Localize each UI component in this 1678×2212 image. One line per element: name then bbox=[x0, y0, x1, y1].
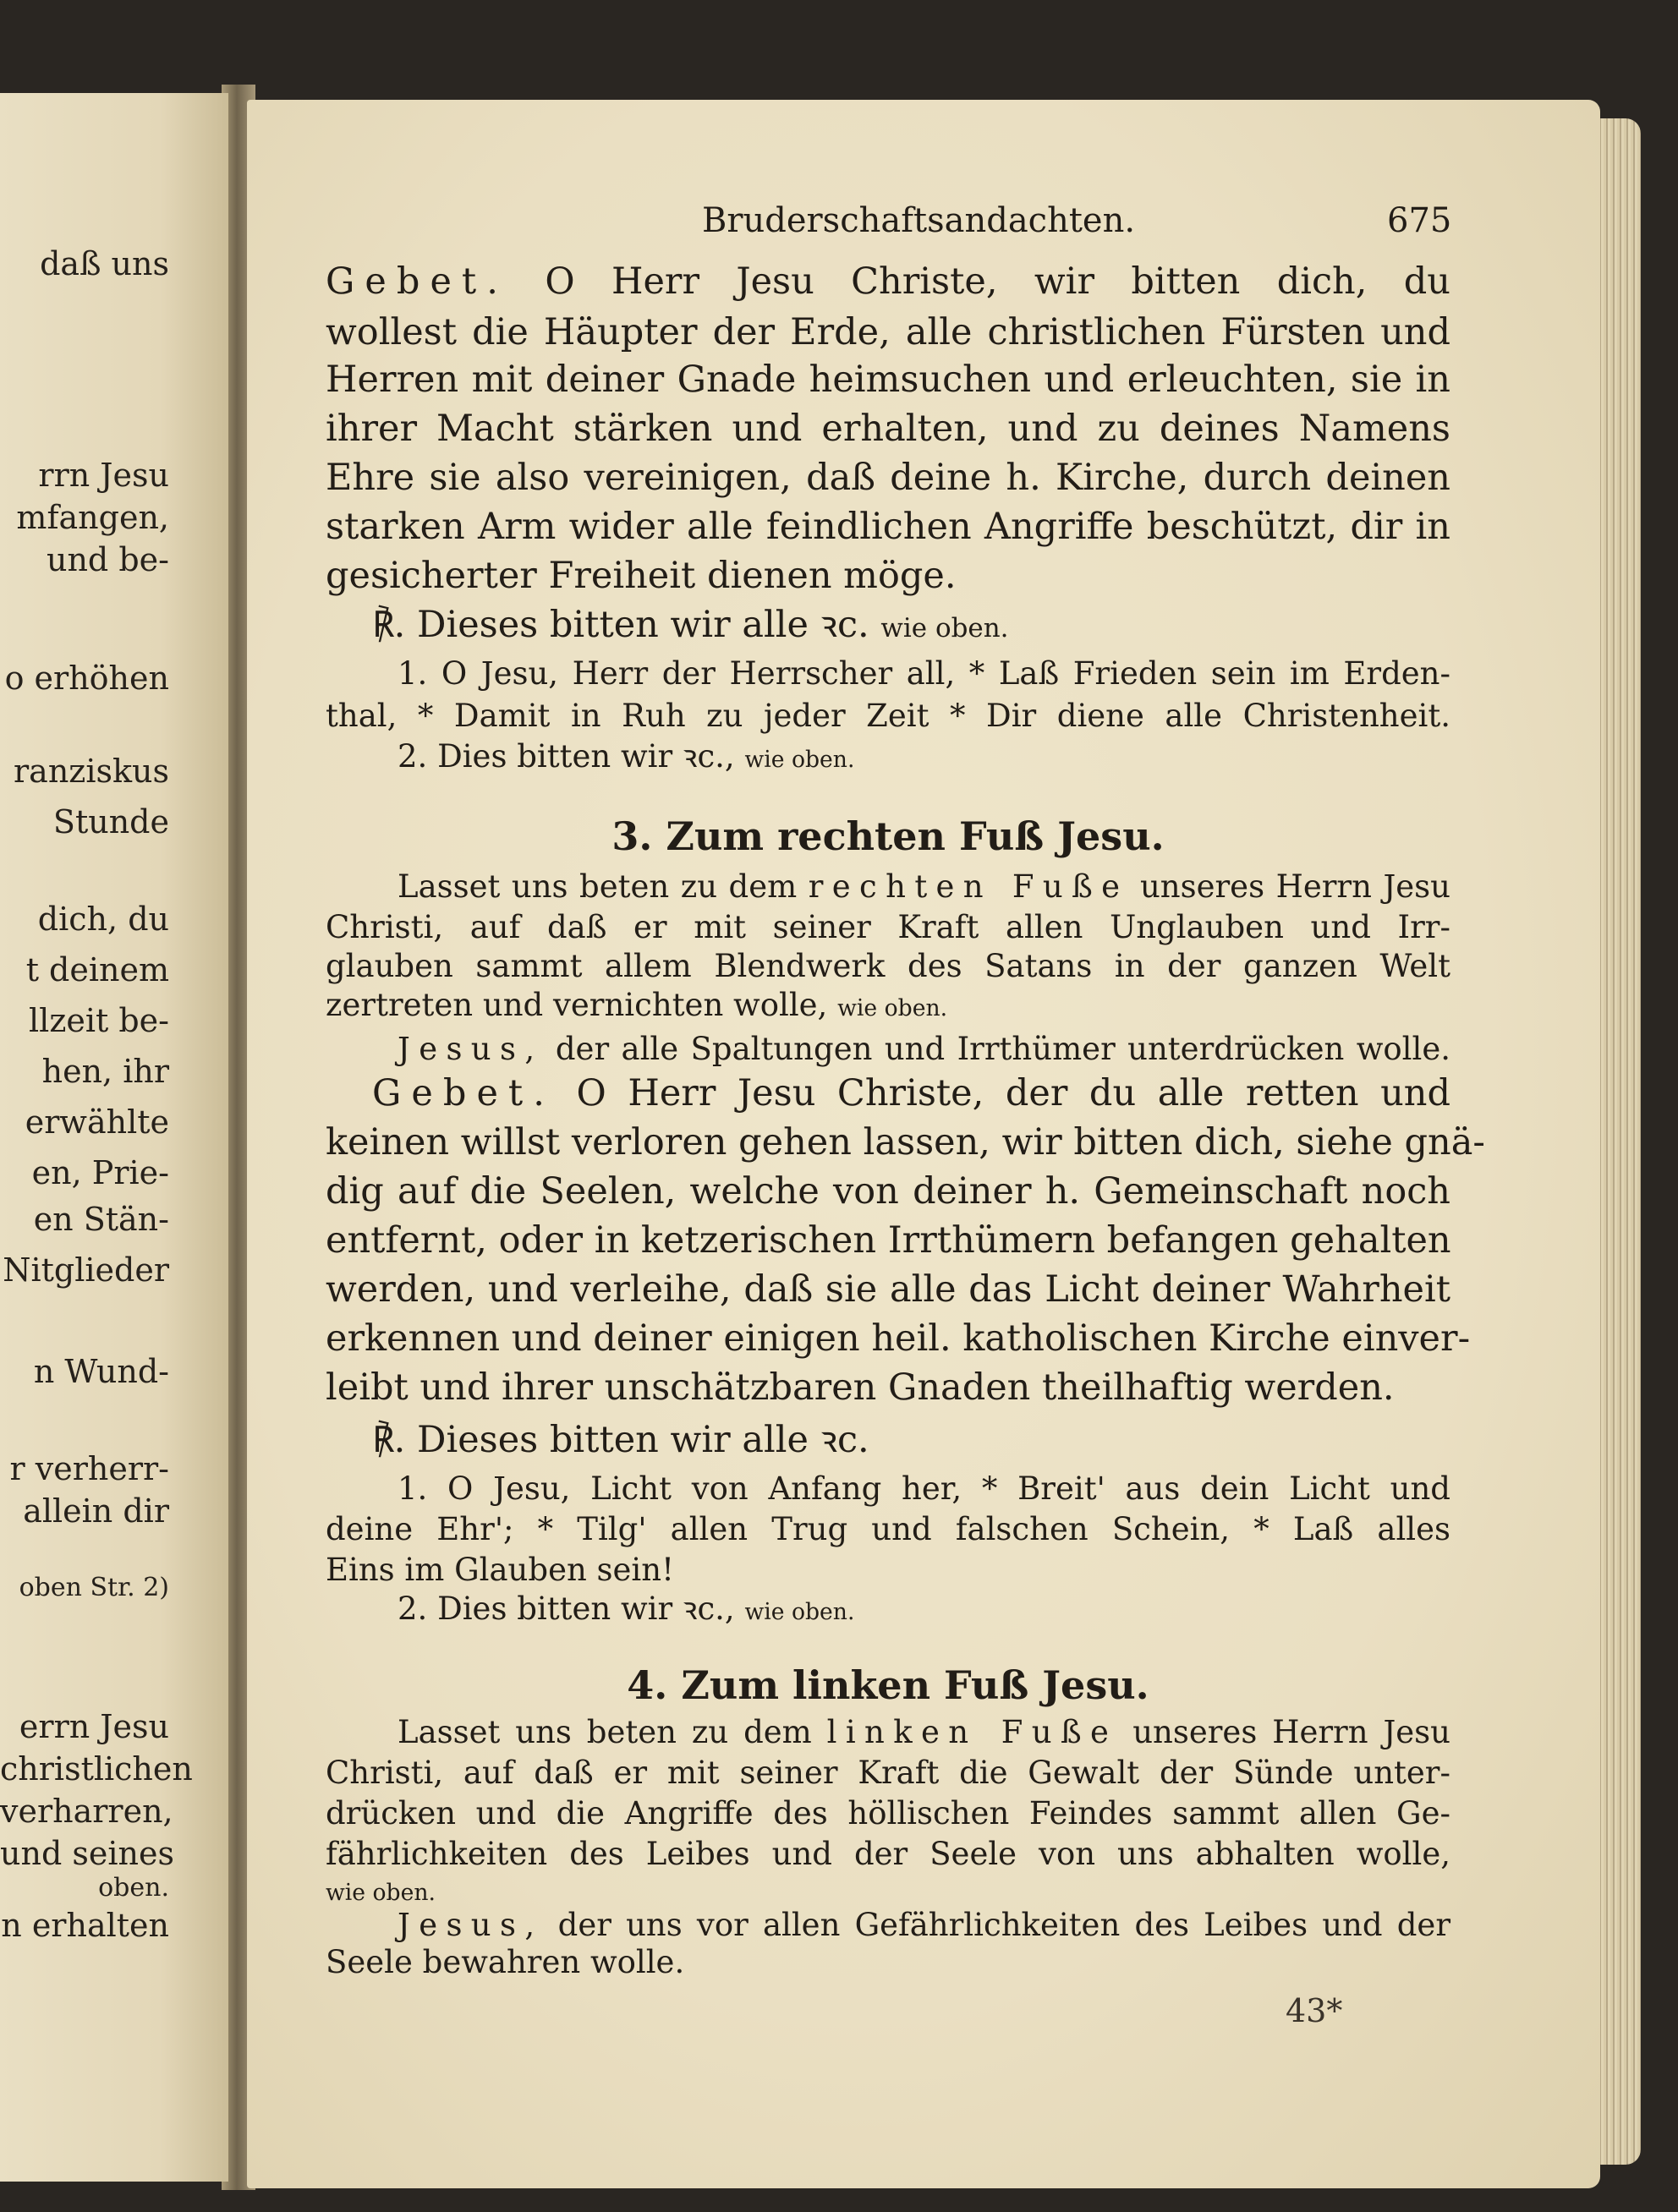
text-span: wie oben. bbox=[744, 747, 855, 773]
text-span: O Herr Jesu Christe, wir bitten dich, du bbox=[545, 260, 1450, 303]
text-line: ihrer Macht stärken und erhalten, und zu deines Namens bbox=[326, 408, 1450, 450]
text-line bbox=[398, 868, 1450, 905]
verse-line: deine Ehr'; * Tilg' allen Trug und falschen Schein, * Laß alles bbox=[326, 1511, 1450, 1547]
verse-line: 1. O Jesu, Herr der Herrscher all, * Laß Frieden sein im Erden- bbox=[398, 655, 1450, 692]
left-line: o erhöhen bbox=[4, 660, 169, 697]
text-span: linken Fuße bbox=[826, 1714, 1118, 1750]
text-line bbox=[398, 1909, 1450, 1941]
text-line: starken Arm wider alle feindlichen Angriffe beschützt, dir in bbox=[326, 506, 1450, 548]
left-line: christlichen bbox=[0, 1750, 193, 1788]
left-line: erwählte bbox=[25, 1103, 169, 1141]
text-line: Ehre sie also vereinigen, daß deine h. Kirche, durch deinen bbox=[326, 457, 1450, 499]
text-span: zertreten und vernichten wolle, bbox=[326, 987, 828, 1023]
text-line bbox=[326, 1874, 1450, 1905]
text-span: unseres Herrn Jesu bbox=[1132, 1714, 1451, 1750]
text-line bbox=[398, 1716, 1450, 1748]
text-span: der alle Spaltungen und Irrthümer unterdrücken wolle. bbox=[555, 1031, 1450, 1067]
text-span: unseres Herrn Jesu bbox=[1139, 868, 1450, 905]
left-line: hen, ihr bbox=[41, 1053, 169, 1090]
text-line bbox=[372, 1072, 1451, 1114]
text-line: werden, und verleihe, daß sie alle das Licht deiner Wahrheit bbox=[326, 1268, 1450, 1311]
text-span: wie oben. bbox=[744, 1599, 855, 1625]
left-line: daß uns bbox=[40, 245, 169, 282]
prayer-label: Gebet. bbox=[372, 1072, 555, 1114]
text-line: erkennen und deiner einigen heil. katholischen Kirche einver- bbox=[326, 1317, 1471, 1360]
text-span: Jesus, bbox=[398, 1031, 544, 1067]
left-line: Nitglieder bbox=[3, 1251, 169, 1289]
text-line: drücken und die Angriffe des höllischen Feindes sammt allen Ge- bbox=[326, 1795, 1450, 1831]
page-number: 675 bbox=[1387, 201, 1452, 240]
text-line: leibt und ihrer unschätzbaren Gnaden theilhaftig werden. bbox=[326, 1366, 1395, 1409]
running-header: Bruderschaftsandachten. bbox=[702, 201, 1136, 240]
section-heading: 4. Zum linken Fuß Jesu. bbox=[627, 1662, 1149, 1708]
verse-line: Eins im Glauben sein! bbox=[326, 1552, 674, 1588]
text-line bbox=[326, 989, 1450, 1021]
left-line: n erhalten bbox=[1, 1907, 169, 1944]
signature-mark: 43* bbox=[1286, 1992, 1343, 2029]
left-line: rrn Jesu bbox=[38, 457, 169, 494]
text-span: 2. Dies bitten wir ꝛc., bbox=[398, 1591, 735, 1627]
verse-line: thal, * Damit in Ruh zu jeder Zeit * Dir diene alle Christenheit. bbox=[326, 698, 1450, 734]
verse-line bbox=[398, 738, 1450, 775]
prayer-label: Gebet. bbox=[326, 260, 508, 303]
left-line: en Stän- bbox=[33, 1201, 169, 1238]
text-span: Lasset uns beten zu dem bbox=[398, 1714, 812, 1750]
text-line bbox=[398, 1033, 1450, 1065]
left-line: en, Prie- bbox=[31, 1154, 169, 1191]
text-span: 2. Dies bitten wir ꝛc., bbox=[398, 738, 735, 775]
text-line: Christi, auf daß er mit seiner Kraft die Gewalt der Sünde unter- bbox=[326, 1755, 1450, 1791]
text-span: rechten Fuße bbox=[808, 868, 1129, 905]
text-span: ℟. Dieses bitten wir alle ꝛc. bbox=[372, 604, 869, 646]
text-line: wollest die Häupter der Erde, alle christlichen Fürsten und bbox=[326, 311, 1450, 353]
text-line: fährlichkeiten des Leibes und der Seele von uns abhalten wolle, bbox=[326, 1836, 1450, 1872]
text-span: O Herr Jesu Christe, der du alle retten und bbox=[576, 1072, 1451, 1114]
left-line: llzeit be- bbox=[29, 1002, 169, 1039]
text-line bbox=[326, 260, 1450, 303]
text-line: Herren mit deiner Gnade heimsuchen und erleuchten, sie in bbox=[326, 359, 1450, 401]
verse-line: 1. O Jesu, Licht von Anfang her, * Breit' aus dein Licht und bbox=[398, 1470, 1450, 1507]
left-line: verharren, bbox=[0, 1793, 173, 1830]
left-line: r verherr- bbox=[9, 1450, 169, 1487]
text-span: wie oben. bbox=[837, 995, 948, 1021]
left-line: ranziskus bbox=[14, 753, 169, 790]
left-line: dich, du bbox=[37, 901, 169, 938]
left-line: und be- bbox=[46, 541, 169, 578]
text-line: entfernt, oder in ketzerischen Irrthümern befangen gehalten bbox=[326, 1219, 1451, 1262]
left-line: t deinem bbox=[25, 951, 169, 988]
text-line: Christi, auf daß er mit seiner Kraft allen Unglauben und Irr- bbox=[326, 909, 1450, 945]
left-line: mfangen, bbox=[16, 499, 169, 536]
response-line: ℟. Dieses bitten wir alle ꝛc. bbox=[372, 1419, 869, 1461]
text-span: wie oben. bbox=[326, 1880, 436, 1906]
verse-line bbox=[398, 1591, 1450, 1627]
text-line: Seele bewahren wolle. bbox=[326, 1944, 685, 1980]
text-span: der uns vor allen Gefährlichkeiten des Leibes und der bbox=[557, 1907, 1451, 1943]
text-line: dig auf die Seelen, welche von deiner h. Gemeinschaft noch bbox=[326, 1170, 1450, 1213]
left-line: allein dir bbox=[23, 1492, 169, 1530]
text-line: gesicherter Freiheit dienen möge. bbox=[326, 555, 957, 597]
left-line: n Wund- bbox=[33, 1353, 169, 1390]
left-line: errn Jesu bbox=[19, 1708, 169, 1745]
text-line: glauben sammt allem Blendwerk des Satans in der ganzen Welt bbox=[326, 948, 1450, 984]
text-span: Jesus, bbox=[398, 1907, 544, 1943]
text-span: Lasset uns beten zu dem bbox=[398, 868, 798, 905]
response-line bbox=[372, 604, 1450, 646]
left-line: und seines bbox=[0, 1835, 174, 1872]
section-heading: 3. Zum rechten Fuß Jesu. bbox=[611, 813, 1165, 859]
left-line: oben Str. 2) bbox=[19, 1573, 169, 1602]
text-line: keinen willst verloren gehen lassen, wir bitten dich, siehe gnä- bbox=[326, 1121, 1485, 1163]
left-line: oben. bbox=[98, 1873, 169, 1903]
left-line: Stunde bbox=[52, 803, 169, 840]
text-span: wie oben. bbox=[880, 613, 1009, 643]
